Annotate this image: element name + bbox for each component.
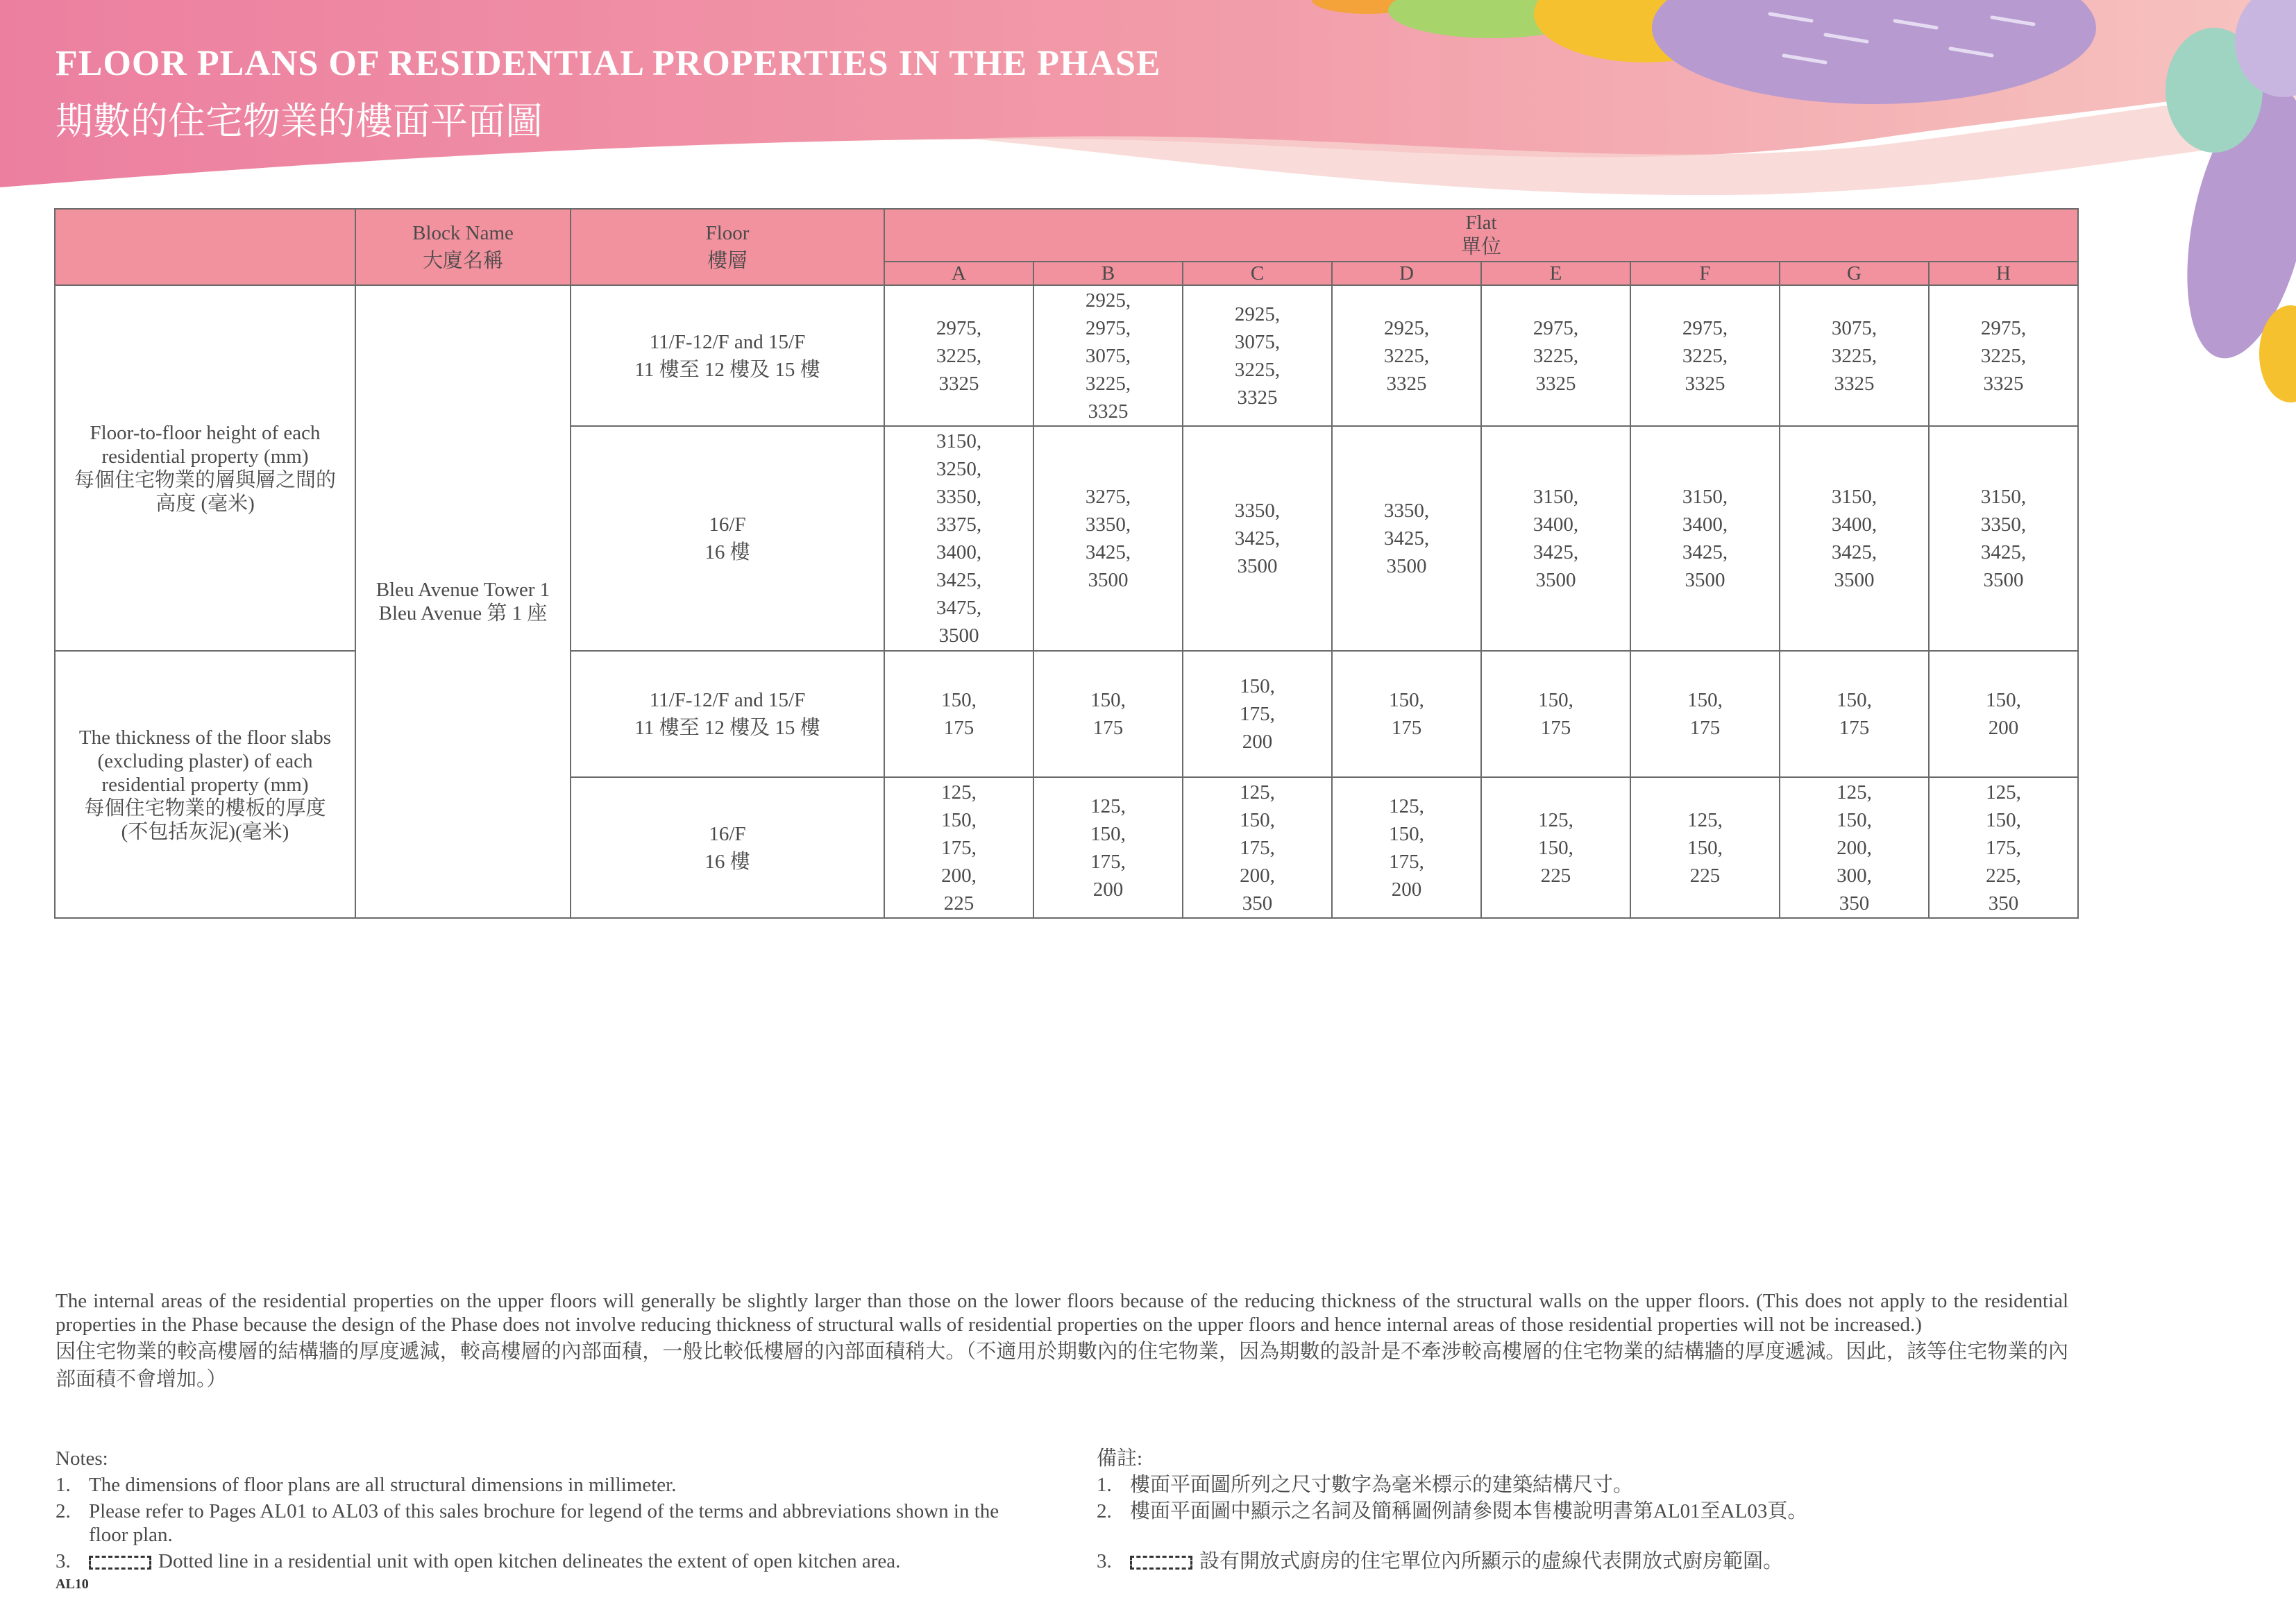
value-line: 3400, [1831,513,1877,536]
value-line: 3500 [1237,555,1278,577]
value-line: 3325 [1685,372,1725,395]
value-line: 125, [1986,781,2021,804]
value-line: 125, [1837,781,1872,804]
note-item: 2. 樓面平面圖中顯示之名詞及簡稱圖例請參閱本售樓說明書第AL01至AL03頁。 [1097,1500,1808,1522]
value-line: 175 [1391,717,1422,739]
value-line: 175 [1092,717,1124,739]
value-line: 200, [1837,836,1872,859]
value-line: 225 [1689,864,1721,887]
section-label-height: Floor-to-floor height of each residential property (mm) 每個住宅物業的層與層之間的 高度 (毫米) [55,285,355,651]
note-item: 1. 樓面平面圖所列之尺寸數字為毫米標示的建築結構尺寸。 [1097,1474,1634,1496]
value-line: 3225, [936,344,982,367]
value-line: 3275, [1085,486,1131,508]
value-line: 3075, [1234,330,1281,353]
value-cell [1332,777,1481,918]
value-cell [1033,426,1183,651]
flat-col-f: F [1630,262,1780,285]
value-line: 3325 [1983,372,2024,395]
floor-cell: 11/F-12/F and 15/F 11 樓至 12 樓及 15 樓 [571,651,884,777]
value-line: 150, [1837,808,1872,831]
value-line: 3225, [1980,344,2027,367]
value-line: 125, [1538,808,1573,831]
value-cell [884,426,1033,651]
value-line: 150, [1389,689,1424,711]
value-line: 150, [1389,822,1424,845]
value-line: 200 [1242,731,1273,753]
value-line: 150, [1986,808,2021,831]
value-cell [1183,651,1332,777]
value-line: 150, [941,689,977,711]
value-line: 175 [1540,717,1571,739]
value-line: 150, [1538,836,1573,859]
value-line: 3225, [1234,358,1281,381]
value-line: 3325 [1535,372,1576,395]
value-cell [1780,426,1929,651]
dotted-line-legend-icon [1130,1556,1192,1570]
value-cell [1332,651,1481,777]
value-line: 2925, [1383,316,1430,339]
value-cell [1929,651,2078,777]
flat-col-e: E [1481,262,1630,285]
value-line: 125, [1090,794,1126,817]
value-line: 3500 [1386,555,1427,577]
value-line: 3350, [1085,513,1131,536]
note-item: 1. The dimensions of floor plans are all structural dimensions in millimeter. [56,1474,677,1496]
value-line: 3150, [1682,486,1728,508]
value-line: 150, [1538,689,1573,711]
notes-heading-zh: 備註: [1097,1447,1143,1470]
value-cell [1929,426,2078,651]
block-name-cell: Bleu Avenue Tower 1 Bleu Avenue 第 1 座 [355,285,571,918]
value-line: 225 [1540,864,1571,887]
note-item: 2. Please refer to Pages AL01 to AL03 of this sales brochure for legend of the terms and abbreviations shown in the floor plan. [56,1500,999,1546]
value-line: 3425, [1980,541,2027,563]
value-line: 175, [1389,850,1424,873]
value-line: 3250, [936,458,982,480]
value-line: 225, [1986,864,2021,887]
value-line: 225 [943,892,974,915]
value-line: 3325 [1237,386,1278,409]
value-line: 175, [1240,836,1275,859]
page-title-zh: 期數的住宅物業的樓面平面圖 [56,101,543,142]
value-cell [1332,426,1481,651]
value-line: 3225, [1682,344,1728,367]
value-line: 200 [1391,878,1422,901]
floor-cell: 11/F-12/F and 15/F 11 樓至 12 樓及 15 樓 [571,285,884,426]
value-cell [1481,426,1630,651]
value-cell [1630,426,1780,651]
value-line: 150, [1090,822,1126,845]
value-line: 350 [1988,892,2019,915]
value-line: 3500 [1685,569,1725,591]
value-cell [1183,426,1332,651]
flat-col-b: B [1033,262,1183,285]
value-line: 3150, [936,430,982,452]
value-cell [1332,285,1481,426]
dotted-line-legend-icon [89,1556,151,1570]
value-line: 2975, [936,316,982,339]
value-cell [884,651,1033,777]
value-line: 3425, [1831,541,1877,563]
value-line: 3425, [1682,541,1728,563]
value-line: 2975, [1085,316,1131,339]
value-line: 3325 [1088,400,1129,423]
block-name-header: Block Name 大廈名稱 [355,209,571,285]
footer-paragraph-zh: 因住宅物業的較高樓層的結構牆的厚度遞減，較高樓層的內部面積，一般比較低樓層的內部面積稍大。（不適用於期數內的住宅物業，因為期數的設計是不牽涉較高樓層的住宅物業的結構牆的厚度遞減。因此，該等住宅物業的內部面積不會增加。） [56,1341,2068,1391]
value-line: 3350, [1980,513,2027,536]
flat-col-a: A [884,262,1033,285]
value-line: 3150, [1533,486,1579,508]
value-line: 175 [943,717,974,739]
value-line: 3500 [1535,569,1576,591]
value-line: 175, [1090,850,1126,873]
notes-en [56,1447,1041,1576]
value-cell [1929,777,2078,918]
value-line: 3350, [936,486,982,508]
footer-explanation [56,1289,2068,1393]
value-line: 3475, [936,597,982,619]
page-code: AL10 [56,1577,89,1592]
flat-col-g: G [1780,262,1929,285]
value-line: 150, [1687,689,1723,711]
value-line: 175 [1689,717,1721,739]
value-line: 3400, [1533,513,1579,536]
value-cell [1929,285,2078,426]
value-cell [884,285,1033,426]
value-cell [1780,285,1929,426]
value-line: 3225, [1383,344,1430,367]
value-line: 200, [1240,864,1275,887]
value-line: 3375, [936,513,982,536]
value-line: 150, [1240,675,1275,697]
value-line: 2925, [1234,303,1281,325]
value-line: 150, [1687,836,1723,859]
value-line: 3400, [1682,513,1728,536]
value-line: 2925, [1085,289,1131,312]
value-line: 3425, [1533,541,1579,563]
value-line: 3225, [1085,372,1131,395]
value-line: 125, [1687,808,1723,831]
value-cell [1183,285,1332,426]
notes-zh [1097,1447,2068,1576]
value-cell [1630,285,1780,426]
value-cell [1033,777,1183,918]
floor-cell: 16/F 16 樓 [571,777,884,918]
floor-cell: 16/F 16 樓 [571,426,884,651]
value-cell [1630,777,1780,918]
value-line: 3425, [936,569,982,591]
value-cell [1183,777,1332,918]
value-line: 3500 [1088,569,1129,591]
value-line: 3400, [936,541,982,563]
note-item: 3. 設有開放式廚房的住宅單位內所顯示的虛線代表開放式廚房範圍。 [1097,1550,1784,1572]
notes-heading-en: Notes: [56,1447,108,1470]
value-cell [1780,651,1929,777]
section-label-thickness: The thickness of the floor slabs (excluding plaster) of each residential property (mm) 每個住宅物業的樓板的厚度 (不包括灰泥)(毫米) [55,651,355,918]
value-line: 150, [1837,689,1872,711]
value-line: 3425, [1085,541,1131,563]
flat-col-h: H [1929,262,2078,285]
value-line: 125, [1240,781,1275,804]
note-item: 3. Dotted line in a residential unit with open kitchen delineates the extent of open kitchen area. [56,1550,901,1572]
value-line: 3500 [938,624,979,647]
value-line: 3425, [1234,527,1281,550]
value-cell [884,777,1033,918]
value-line: 3325 [938,372,979,395]
value-line: 200, [941,864,977,887]
value-line: 200 [1092,878,1124,901]
value-line: 3350, [1383,500,1430,522]
value-line: 2975, [1980,316,2027,339]
value-line: 125, [1389,794,1424,817]
value-line: 3425, [1383,527,1430,550]
value-line: 200 [1988,717,2019,739]
value-line: 150, [1986,689,2021,711]
value-cell [1630,651,1780,777]
value-cell [1481,285,1630,426]
value-line: 125, [941,781,977,804]
value-line: 3325 [1386,372,1427,395]
value-cell [1481,777,1630,918]
value-line: 3500 [1834,569,1875,591]
flat-header: Flat 單位 [884,209,2078,262]
value-line: 3075, [1831,316,1877,339]
value-line: 2975, [1533,316,1579,339]
value-line: 350 [1242,892,1273,915]
value-line: 3500 [1983,569,2024,591]
value-line: 150, [1240,808,1275,831]
value-cell [1780,777,1929,918]
value-line: 300, [1837,864,1872,887]
value-line: 3325 [1834,372,1875,395]
flat-col-c: C [1183,262,1332,285]
value-cell [1033,651,1183,777]
value-cell [1481,651,1630,777]
value-line: 175, [941,836,977,859]
value-line: 3150, [1980,486,2027,508]
floor-header: Floor 樓層 [571,209,884,285]
value-line: 175, [1240,703,1275,725]
value-line: 2975, [1682,316,1728,339]
value-line: 150, [1090,689,1126,711]
value-line: 175, [1986,836,2021,859]
value-cell [1033,285,1183,426]
value-line: 3075, [1085,344,1131,367]
floor-spec-table [54,208,2079,919]
flat-col-d: D [1332,262,1481,285]
page-title-en: FLOOR PLANS OF RESIDENTIAL PROPERTIES IN THE PHASE [56,44,1161,83]
table-row [55,285,2078,426]
value-line: 175 [1839,717,1870,739]
blank-header-cell [55,209,355,285]
value-line: 3350, [1234,500,1281,522]
value-line: 3225, [1533,344,1579,367]
value-line: 350 [1839,892,1870,915]
footer-paragraph-en: The internal areas of the residential properties on the upper floors will generally be slightly larger than those on the lower floors because of the reducing thickness of the structural walls on the upper floors. (This does not apply to the residential properties in the Phase because the design of the Phase does not involve reducing thickness of structural walls of residential properties on the upper floors and hence internal areas of those residential properties will not be increased.) [56,1290,2068,1336]
value-line: 3225, [1831,344,1877,367]
value-line: 3150, [1831,486,1877,508]
value-line: 150, [941,808,977,831]
